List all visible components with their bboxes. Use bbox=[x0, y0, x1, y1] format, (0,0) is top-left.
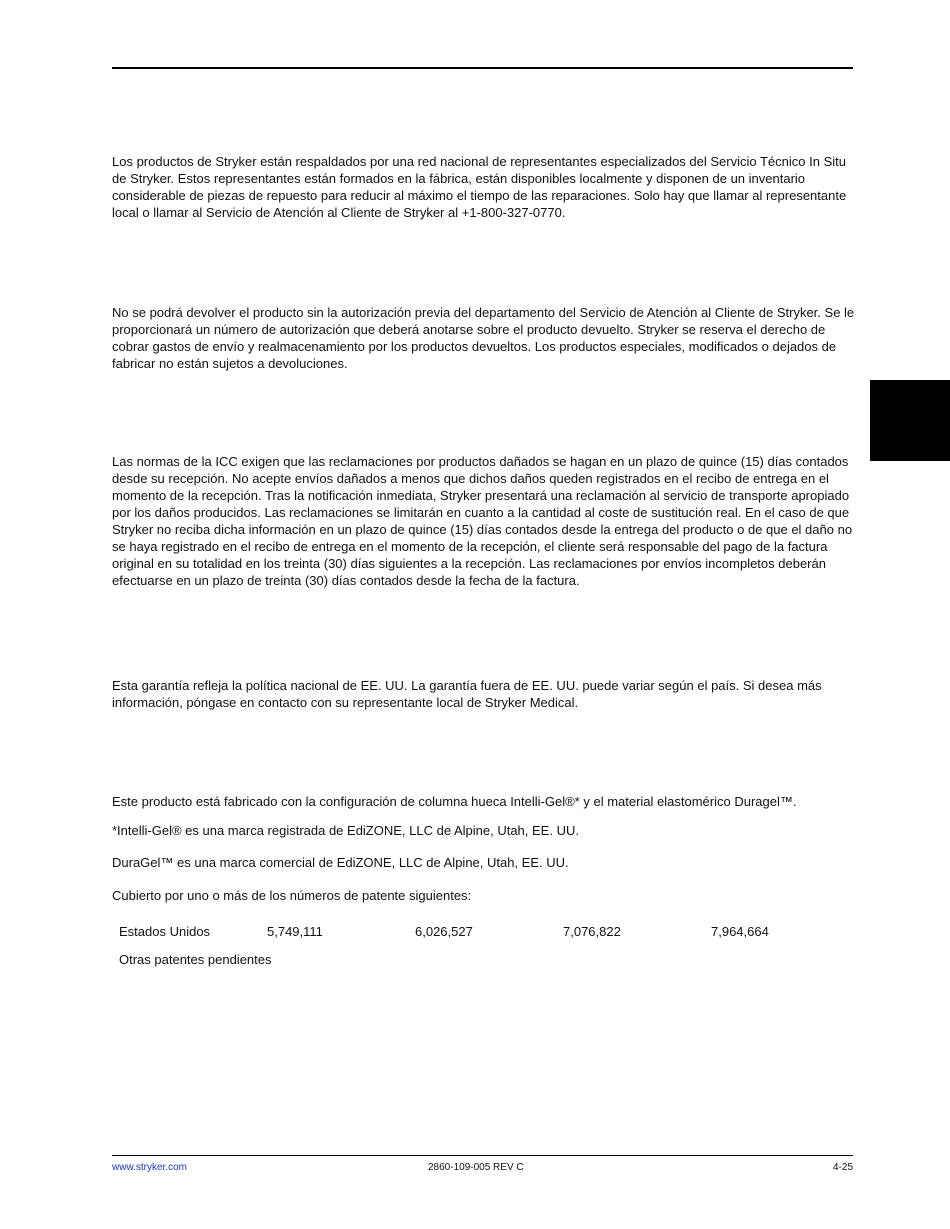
trademark-duragel: DuraGel™ es una marca comercial de EdiZONE, LLC de Alpine, Utah, EE. UU. bbox=[112, 855, 569, 870]
returns-paragraph: No se podrá devolver el producto sin la autorización previa del departamento del Servicio de Atención al Cliente de Stryker. Se le proporcionará un número de autorización que deberá anotarse sobre el producto devuelto. Stryker se reserva el derecho de cobrar gastos de envío y realmacenamiento por los productos devueltos. Los productos especiales, modificados o dejados de fabricar no están sujetos a devoluciones. bbox=[112, 305, 855, 371]
patent-number: 5,749,111 bbox=[267, 924, 323, 939]
patents-pending: Otras patentes pendientes bbox=[119, 952, 272, 967]
patent-country: Estados Unidos bbox=[119, 924, 211, 939]
manufacture-statement: Este producto está fabricado con la configuración de columna hueca Intelli-Gel®* y el material elastomérico Duragel™. bbox=[112, 794, 797, 809]
website-link[interactable]: www.stryker.com bbox=[112, 1162, 188, 1173]
page-number: 4-25 bbox=[832, 1162, 853, 1173]
footer-rule bbox=[112, 1155, 853, 1156]
patent-number: 7,076,822 bbox=[563, 924, 621, 939]
patent-coverage-statement: Cubierto por uno o más de los números de patente siguientes: bbox=[112, 888, 472, 903]
service-paragraph: Los productos de Stryker están respaldados por una red nacional de representantes especializados del Servicio Técnico In Situ de Stryker. Estos representantes están formados en la fábrica, están disponibles localmente y disponen de un inventario considerable de piezas de repuesto para reducir al máximo el tiempo de las reparaciones. Solo hay que llamar al representante local o llamar al Servicio de Atención al Cliente de Stryker al +1-800-327-0770. bbox=[112, 154, 847, 220]
header-rule bbox=[112, 67, 853, 69]
patent-number: 7,964,664 bbox=[711, 924, 769, 939]
trademark-intelli-gel: *Intelli-Gel® es una marca registrada de EdiZONE, LLC de Alpine, Utah, EE. UU. bbox=[112, 823, 579, 838]
section-tab-marker bbox=[870, 380, 950, 461]
document-number: 2860-109-005 REV C bbox=[428, 1162, 524, 1173]
damaged-products-paragraph: Las normas de la ICC exigen que las reclamaciones por productos dañados se hagan en un plazo de quince (15) días contados desde su recepción. No acepte envíos dañados a menos que dichos daños queden registrados en el recibo de entrega en el momento de la recepción. Tras la notificación inmediata, Stryker presentará una reclamación al servicio de transporte apropiado por los daños producidos. Las reclamaciones se limitarán en cuanto a la cantidad al coste de sustitución real. En el caso de que Stryker no reciba dicha información en un plazo de quince (15) días contados desde la entrega del producto o de que el daño no se haya registrado en el recibo de entrega en el momento de la recepción, el cliente será responsable del pago de la factura original en su totalidad en los treinta (30) días siguientes a la recepción. Las reclamaciones por envíos incompletos deberán efectuarse en un plazo de treinta (30) días contados desde la fecha de la factura. bbox=[112, 454, 853, 588]
patent-number: 6,026,527 bbox=[415, 924, 473, 939]
international-warranty-paragraph: Esta garantía refleja la política nacional de EE. UU. La garantía fuera de EE. UU. puede variar según el país. Si desea más información, póngase en contacto con su representante local de Stryker Medical. bbox=[112, 678, 822, 710]
